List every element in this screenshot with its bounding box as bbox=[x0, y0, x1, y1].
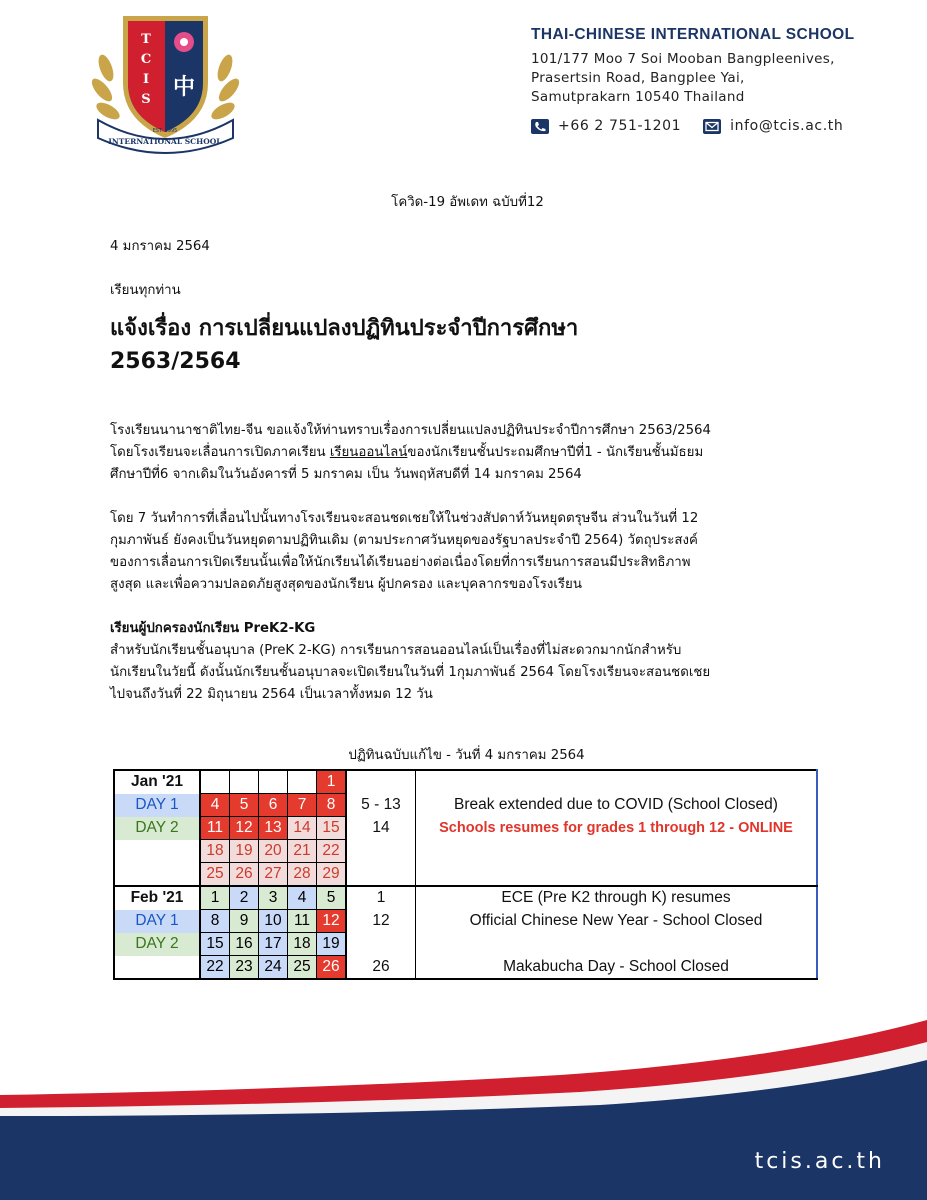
event-description: Makabucha Day - School Closed bbox=[416, 956, 818, 980]
svg-text:I: I bbox=[142, 72, 150, 87]
day-cell: 25 bbox=[200, 863, 230, 887]
p1-line-2-a: โดยโรงเรียนจะเลื่อนการเปิดภาคเรียน bbox=[110, 445, 330, 460]
school-address bbox=[531, 50, 901, 107]
day-cell: 21 bbox=[288, 840, 317, 863]
event-date bbox=[346, 933, 416, 956]
calendar-row bbox=[114, 863, 817, 887]
day-cell: 23 bbox=[230, 956, 259, 980]
day-cell: 27 bbox=[259, 863, 288, 887]
p3-heading: เรียนผู้ปกครองนักเรียน PreK2-KG bbox=[110, 621, 316, 636]
p2-line-2: กุมภาพันธ์ ยังคงเป็นวันหยุดตามปฏิทินเดิม (ตามประกาศวันหยุดของรัฐบาลประจำปี 2564) วัตถุประสงค์ bbox=[110, 533, 698, 548]
event-date bbox=[346, 840, 416, 863]
heading-line-2: 2563/2564 bbox=[110, 349, 241, 374]
day-cell: 19 bbox=[317, 933, 347, 956]
event-date: 26 bbox=[346, 956, 416, 980]
p1-line-2 bbox=[110, 442, 825, 464]
svg-text:T: T bbox=[141, 32, 151, 47]
event-description: ECE (Pre K2 through K) resumes bbox=[416, 886, 818, 910]
day-cell: 6 bbox=[259, 794, 288, 817]
doc-title: โควิด-19 อัพเดท ฉบับที่12 bbox=[391, 195, 544, 210]
revised-calendar-table bbox=[113, 769, 818, 980]
day-cell: 5 bbox=[317, 886, 347, 910]
logo-est: EST. 1995 bbox=[152, 128, 178, 134]
day-cell: 10 bbox=[259, 910, 288, 933]
day-cell bbox=[200, 770, 230, 794]
p3-line-3: ไปจนถึงวันที่ 22 มิถุนายน 2564 เป็นเวลาทั้งหมด 12 วัน bbox=[110, 687, 433, 702]
event-description: Official Chinese New Year - School Closed bbox=[416, 910, 818, 933]
day-cell: 1 bbox=[317, 770, 347, 794]
day-cell: 18 bbox=[200, 840, 230, 863]
p3-line-2: นักเรียนในวัยนี้ ดังนั้นนักเรียนชั้นอนุบาลจะเปิดเรียนในวันที่ 1กุมภาพันธ์ 2564 โดยโรงเรียนจะสอนชดเชย bbox=[110, 665, 711, 680]
calendar-row bbox=[114, 956, 817, 980]
event-date: 5 - 13 bbox=[346, 794, 416, 817]
logo-chinese-char: 中 bbox=[172, 75, 196, 100]
row-label bbox=[114, 863, 200, 887]
website-url[interactable]: tcis.ac.th bbox=[754, 1149, 885, 1174]
event-date: 12 bbox=[346, 910, 416, 933]
paragraph-1 bbox=[110, 420, 825, 486]
email-address[interactable]: info@tcis.ac.th bbox=[730, 118, 844, 134]
day-cell: 11 bbox=[200, 817, 230, 840]
day-cell: 22 bbox=[317, 840, 347, 863]
day-cell: 26 bbox=[230, 863, 259, 887]
contact-bar bbox=[531, 118, 843, 134]
day-cell: 24 bbox=[259, 956, 288, 980]
day-cell: 3 bbox=[259, 886, 288, 910]
day-cell: 8 bbox=[200, 910, 230, 933]
day-cell: 18 bbox=[288, 933, 317, 956]
address-line-3: Samutprakarn 10540 Thailand bbox=[531, 89, 745, 105]
day-cell: 16 bbox=[230, 933, 259, 956]
event-date bbox=[346, 863, 416, 887]
day-cell bbox=[259, 770, 288, 794]
day-cell: 2 bbox=[230, 886, 259, 910]
event-date: 1 bbox=[346, 886, 416, 910]
day-cell bbox=[288, 770, 317, 794]
calendar-row bbox=[114, 886, 817, 910]
day-cell: 13 bbox=[259, 817, 288, 840]
row-label: Feb '21 bbox=[114, 886, 200, 910]
logo-ring-text: INTERNATIONAL SCHOOL bbox=[108, 137, 222, 146]
address-line-2: Prasertsin Road, Bangplee Yai, bbox=[531, 70, 745, 86]
day-cell: 29 bbox=[317, 863, 347, 887]
online-learning-underlined: เรียนออนไลน์ bbox=[329, 445, 408, 460]
day-cell: 17 bbox=[259, 933, 288, 956]
day-cell: 19 bbox=[230, 840, 259, 863]
event-date bbox=[346, 770, 416, 794]
school-name: THAI-CHINESE INTERNATIONAL SCHOOL bbox=[531, 26, 855, 43]
paragraph-3 bbox=[110, 618, 825, 706]
event-description: Schools resumes for grades 1 through 12 - ONLINE bbox=[416, 817, 818, 840]
day-cell: 22 bbox=[200, 956, 230, 980]
calendar-row bbox=[114, 910, 817, 933]
day-cell: 1 bbox=[200, 886, 230, 910]
p2-line-4: สูงสุด และเพื่อความปลอดภัยสูงสุดของนักเรียน ผู้ปกครอง และบุคลากรของโรงเรียน bbox=[110, 577, 582, 592]
day-cell bbox=[230, 770, 259, 794]
phone-icon bbox=[531, 119, 549, 134]
day-cell: 14 bbox=[288, 817, 317, 840]
row-label: DAY 1 bbox=[114, 794, 200, 817]
p2-line-1: โดย 7 วันทำการที่เลื่อนไปนั้นทางโรงเรียนจะสอนชดเชยให้ในช่วงสัปดาห์วันหยุดตรุษจีน ส่วนในวันที่ 12 bbox=[110, 511, 699, 526]
day-cell: 12 bbox=[317, 910, 347, 933]
school-crest-logo bbox=[88, 8, 243, 158]
event-date: 14 bbox=[346, 817, 416, 840]
event-description bbox=[416, 933, 818, 956]
day-cell: 4 bbox=[200, 794, 230, 817]
heading-line-1: แจ้งเรื่อง การเปลี่ยนแปลงปฏิทินประจำปีการศึกษา bbox=[110, 316, 579, 341]
event-description bbox=[416, 863, 818, 887]
row-label bbox=[114, 840, 200, 863]
p3-line-1: สำหรับนักเรียนชั้นอนุบาล (PreK 2-KG) การเรียนการสอนออนไลน์เป็นเรื่องที่ไม่สะดวกมากนักสำหรับ bbox=[110, 643, 682, 658]
event-description bbox=[416, 840, 818, 863]
letter-heading bbox=[110, 312, 825, 378]
p1-line-1: โรงเรียนนานาชาติไทย-จีน ขอแจ้งให้ท่านทราบเรื่องการเปลี่ยนแปลงปฏิทินประจำปีการศึกษา 2563/2564 bbox=[110, 423, 711, 438]
event-description bbox=[416, 770, 818, 794]
day-cell: 4 bbox=[288, 886, 317, 910]
row-label bbox=[114, 956, 200, 980]
day-cell: 12 bbox=[230, 817, 259, 840]
email-icon bbox=[703, 119, 721, 134]
day-cell: 9 bbox=[230, 910, 259, 933]
day-cell: 28 bbox=[288, 863, 317, 887]
day-cell: 15 bbox=[200, 933, 230, 956]
calendar-row bbox=[114, 817, 817, 840]
calendar-row bbox=[114, 933, 817, 956]
day-cell: 15 bbox=[317, 817, 347, 840]
school-header bbox=[531, 26, 901, 107]
row-label: DAY 2 bbox=[114, 817, 200, 840]
address-line-1: 101/177 Moo 7 Soi Mooban Bangpleenives, bbox=[531, 51, 835, 67]
calendar-row bbox=[114, 794, 817, 817]
day-cell: 5 bbox=[230, 794, 259, 817]
day-cell: 26 bbox=[317, 956, 347, 980]
day-cell: 20 bbox=[259, 840, 288, 863]
phone-number[interactable]: +66 2 751-1201 bbox=[558, 118, 682, 134]
calendar-caption: ปฏิทินฉบับแก้ไข - วันที่ 4 มกราคม 2564 bbox=[348, 748, 585, 763]
letter-body bbox=[110, 192, 825, 706]
p2-line-3: ของการเลื่อนการเปิดเรียนนั้นเพื่อให้นักเรียนได้เรียนอย่างต่อเนื่องโดยที่การเรียนการสอนมีประสิทธิภาพ bbox=[110, 555, 691, 570]
day-cell: 11 bbox=[288, 910, 317, 933]
p1-line-3: ศึกษาปีที่6 จากเดิมในวันอังคารที่ 5 มกราคม เป็น วันพฤหัสบดีที่ 14 มกราคม 2564 bbox=[110, 467, 582, 482]
salutation: เรียนทุกท่าน bbox=[110, 283, 181, 298]
svg-text:S: S bbox=[141, 92, 151, 107]
calendar-row bbox=[114, 840, 817, 863]
p1-line-2-b: ของนักเรียนชั้นประถมศึกษาปีที่1 - นักเรียนชั้นมัธยม bbox=[407, 445, 704, 460]
event-description: Break extended due to COVID (School Closed) bbox=[416, 794, 818, 817]
day-cell: 8 bbox=[317, 794, 347, 817]
row-label: DAY 1 bbox=[114, 910, 200, 933]
row-label: Jan '21 bbox=[114, 770, 200, 794]
svg-text:C: C bbox=[140, 52, 152, 67]
day-cell: 25 bbox=[288, 956, 317, 980]
calendar-row bbox=[114, 770, 817, 794]
paragraph-2 bbox=[110, 508, 825, 596]
day-cell: 7 bbox=[288, 794, 317, 817]
letter-date: 4 มกราคม 2564 bbox=[110, 239, 210, 254]
row-label: DAY 2 bbox=[114, 933, 200, 956]
